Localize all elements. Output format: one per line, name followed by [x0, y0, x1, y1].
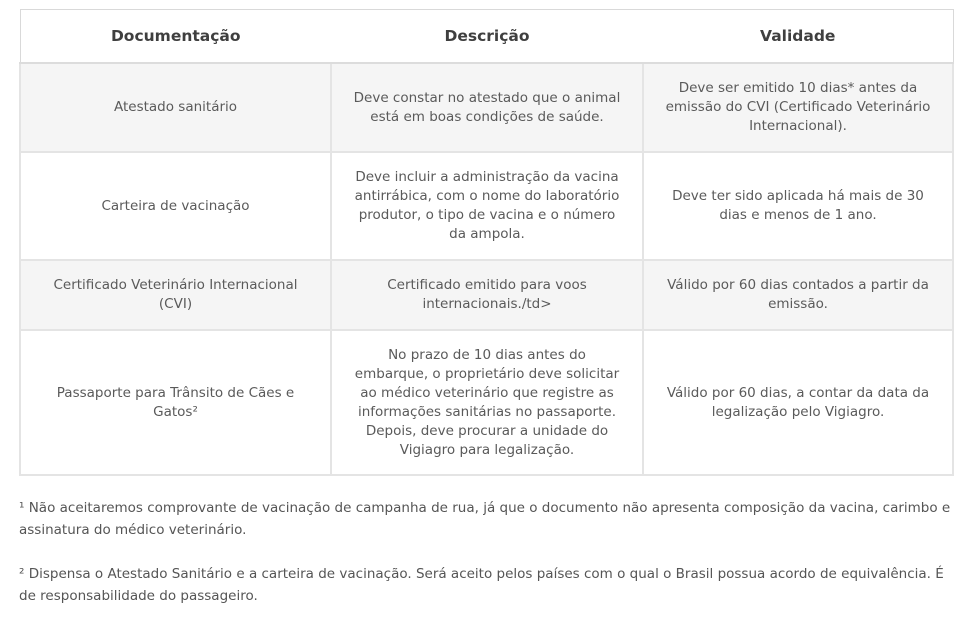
footnote-2: ² Dispensa o Atestado Sanitário e a carteira de vacinação. Será aceito pelos países com o qual o Brasil possua acordo de equivalência. É de responsabilidade do passageiro. [19, 566, 944, 604]
cell-documentacao: Passaporte para Trânsito de Cães e Gatos² [20, 330, 331, 475]
table-row [20, 152, 953, 260]
footnotes [19, 497, 959, 629]
cell-validade: Deve ser emitido 10 dias* antes da emissão do CVI (Certificado Veterinário Internacional). [643, 63, 953, 152]
header-documentacao: Documentação [20, 10, 331, 64]
cell-documentacao: Carteira de vacinação [20, 152, 331, 260]
cell-descricao: Deve incluir a administração da vacina antirrábica, com o nome do laboratório produtor, o tipo de vacina e o número da ampola. [331, 152, 643, 260]
cell-validade: Válido por 60 dias, a contar da data da legalização pelo Vigiagro. [643, 330, 953, 475]
footnote-1: ¹ Não aceitaremos comprovante de vacinação de campanha de rua, já que o documento não apresenta composição da vacina, carimbo e assinatura do médico veterinário. [19, 500, 951, 538]
table-row [20, 330, 953, 475]
cell-documentacao: Atestado sanitário [20, 63, 331, 152]
table-row [20, 260, 953, 330]
cell-validade: Válido por 60 dias contados a partir da emissão. [643, 260, 953, 330]
header-validade: Validade [643, 10, 953, 64]
table-row [20, 63, 953, 152]
cell-descricao: Certificado emitido para voos internacionais./td> [331, 260, 643, 330]
cell-validade: Deve ter sido aplicada há mais de 30 dias e menos de 1 ano. [643, 152, 953, 260]
cell-descricao: No prazo de 10 dias antes do embarque, o proprietário deve solicitar ao médico veterinário que registre as informações sanitárias no passaporte. Depois, deve procurar a unidade do Vigiagro para legalização. [331, 330, 643, 475]
cell-descricao: Deve constar no atestado que o animal está em boas condições de saúde. [331, 63, 643, 152]
table-header-row [20, 10, 953, 64]
documents-table-container [19, 9, 952, 476]
documents-table [19, 9, 954, 476]
header-descricao: Descrição [331, 10, 643, 64]
cell-documentacao: Certificado Veterinário Internacional (CVI) [20, 260, 331, 330]
